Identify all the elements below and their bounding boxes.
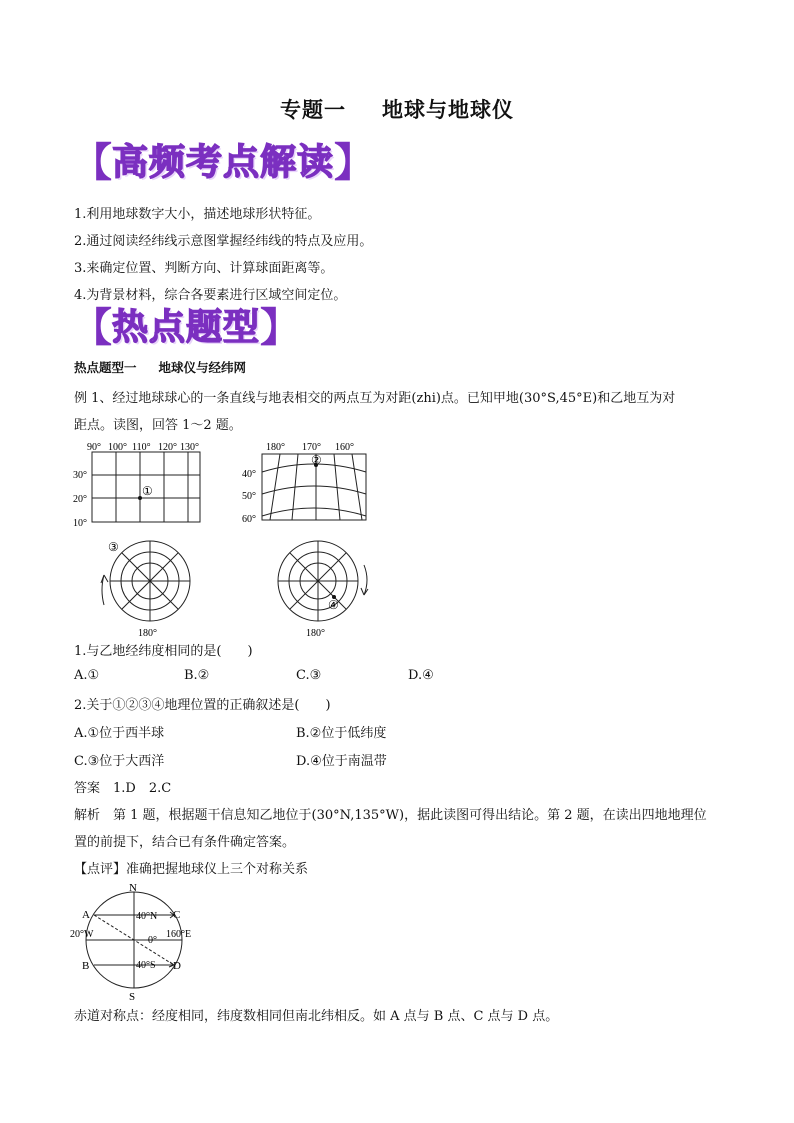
lat-label: 20° — [73, 494, 87, 505]
marker-3: ③ — [108, 540, 119, 554]
label-40s: 40°S — [136, 960, 156, 971]
title-part1: 专题一 — [280, 98, 346, 122]
figure-grid-2 — [240, 438, 370, 528]
question-2: 2.关于①②③④地理位置的正确叙述是( ) — [74, 698, 331, 713]
lat-label: 60° — [242, 514, 256, 525]
banner-right-bracket: 】 — [334, 140, 375, 186]
label-20w: 20°W — [70, 929, 94, 940]
point-4: 4.为背景材料，综合各要素进行区域空间定位。 — [74, 288, 347, 303]
banner-right-bracket: 】 — [260, 305, 301, 351]
q2-option-c: C.③位于大西洋 — [74, 754, 165, 769]
point-2: 2.通过阅读经纬线示意图掌握经纬线的特点及应用。 — [74, 234, 373, 249]
figure-grid-1 — [70, 438, 210, 528]
lat-label: 10° — [73, 518, 87, 528]
label-n: N — [129, 882, 137, 894]
example-line-2: 距点。读图，回答 1～2 题。 — [74, 418, 242, 433]
lon-label: 110° — [132, 442, 151, 453]
polar-label: 180° — [306, 628, 325, 639]
figure-globe — [68, 882, 208, 1000]
analysis-line-1: 解析 第 1 题，根据题干信息知乙地位于(30°N,135°W)，据此读图可得出结论。第 2 题，在读出四地地理位 — [74, 808, 707, 823]
q2-option-b: B.②位于低纬度 — [296, 726, 387, 741]
label-c: C — [173, 909, 181, 921]
label-d: D — [173, 960, 181, 972]
banner-hot-topics — [72, 305, 301, 351]
q1-option-b: B.② — [184, 668, 210, 683]
marker-1: ① — [142, 484, 153, 498]
lon-label: 100° — [108, 442, 127, 453]
marker-4: ④ — [328, 598, 339, 612]
page-title — [0, 94, 794, 124]
lat-label: 30° — [73, 470, 87, 481]
lon-label: 170° — [302, 442, 321, 453]
banner-left-bracket: 【 — [72, 140, 112, 186]
q2-option-d: D.④位于南温带 — [296, 754, 387, 769]
lon-label: 130° — [180, 442, 199, 453]
label-160e: 160°E — [166, 929, 192, 940]
lon-label: 160° — [335, 442, 354, 453]
label-s: S — [129, 991, 136, 1000]
q1-option-c: C.③ — [296, 668, 322, 683]
lat-label: 50° — [242, 491, 256, 502]
q1-option-a: A.① — [74, 668, 100, 683]
q2-option-a: A.①位于西半球 — [74, 726, 165, 741]
figure-polar-1 — [98, 535, 198, 640]
label-b: B — [82, 960, 90, 972]
analysis-line-2: 置的前提下，结合已有条件确定答案。 — [74, 835, 296, 850]
lon-label: 90° — [87, 442, 101, 453]
comment-line: 【点评】准确把握地球仪上三个对称关系 — [74, 862, 309, 877]
lon-label: 180° — [266, 442, 285, 453]
figure-polar-2 — [268, 535, 378, 640]
banner-text: 热点题型 — [112, 307, 261, 348]
lon-label: 120° — [158, 442, 177, 453]
banner-left-bracket: 【 — [72, 305, 112, 351]
example-line-1: 例 1、经过地球球心的一条直线与地表相交的两点互为对距(zhi)点。已知甲地(30°S,45°E)和乙地互为对 — [74, 391, 676, 406]
section-name: 地球仪与经纬网 — [158, 360, 247, 375]
banner-high-frequency — [72, 140, 375, 186]
banner-text: 高频考点解读 — [112, 142, 335, 183]
label-equator: 0° — [148, 935, 157, 946]
lat-label: 40° — [242, 469, 256, 480]
label-a: A — [82, 909, 90, 921]
label-40n: 40°N — [136, 911, 158, 922]
answer-line: 答案 1.D 2.C — [74, 781, 172, 796]
point-3: 3.来确定位置、判断方向、计算球面距离等。 — [74, 261, 334, 276]
q1-option-d: D.④ — [408, 668, 434, 683]
symmetry-line: 赤道对称点：经度相同，纬度数相同但南北纬相反。如 A 点与 B 点、C 点与 D 点。 — [74, 1009, 559, 1024]
section-heading — [74, 358, 246, 376]
title-part2: 地球与地球仪 — [382, 98, 514, 122]
marker-2: ② — [311, 453, 322, 467]
polar-label: 180° — [138, 628, 157, 639]
section-label: 热点题型一 — [74, 360, 137, 375]
question-1: 1.与乙地经纬度相同的是( ) — [74, 644, 253, 659]
point-1: 1.利用地球数字大小，描述地球形状特征。 — [74, 207, 321, 222]
